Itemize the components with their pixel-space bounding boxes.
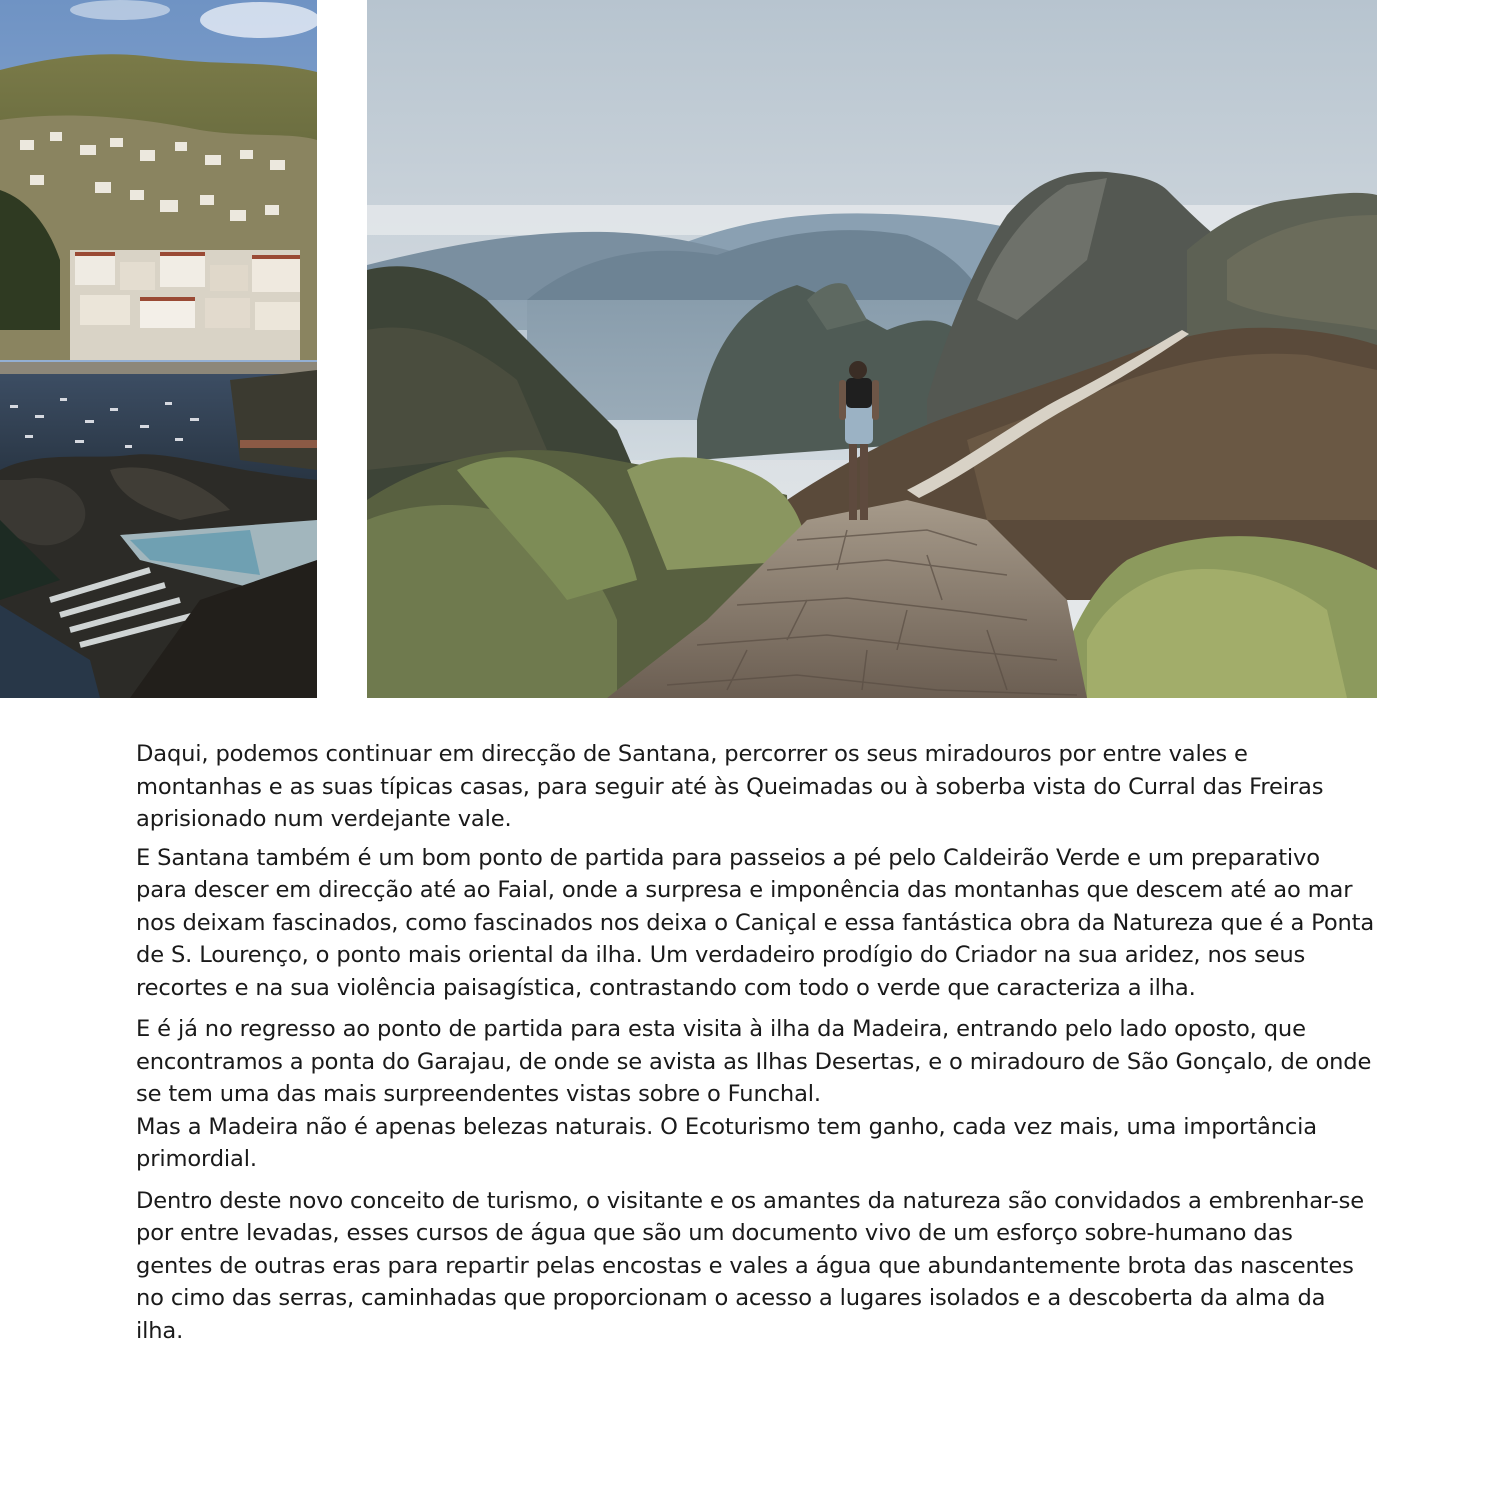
coastal-town-photo [0,0,317,698]
paragraph-levadas: Dentro deste novo conceito de turismo, o visitante e os amantes da natureza são convidados a embrenhar-se por entre levadas, esses cursos de água que são um documento vivo de um esforço sobre-humano das gentes de outras eras para repartir pelas encostas e vales a água que abundantemente brota das nascentes no cimo das serras, caminhadas que proporcionam o acesso a lugares isolados e a descoberta da alma da ilha. [136,1187,1364,1344]
paragraph-ecoturismo: Mas a Madeira não é apenas belezas naturais. O Ecoturismo tem ganho, cada vez mais, uma importância primordial. [136,1113,1317,1172]
article-text [136,738,1376,1347]
paragraph-garajau: E é já no regresso ao ponto de partida para esta visita à ilha da Madeira, entrando pelo lado oposto, que encontramos a ponta do Garajau, de onde se avista as Ilhas Desertas, e o miradouro de São Gonçalo, de onde se tem uma das mais surpreendentes vistas sobre o Funchal. [136,1016,1372,1107]
paragraph-santana: Daqui, podemos continuar em direcção de Santana, percorrer os seus miradouros por entre vales e montanhas e as suas típicas casas, para seguir até às Queimadas ou à soberba vista do Curral das Freiras aprisionado num verdejante vale. [136,741,1324,832]
paragraph-caldeirao: E Santana também é um bom ponto de partida para passeios a pé pelo Caldeirão Verde e um preparativo para descer em direcção até ao Faial, onde a surpresa e imponência das montanhas que descem até ao mar nos deixam fascinados, como fascinados nos deixa o Caniçal e essa fantástica obra da Natureza que é a Ponta de S. Lourenço, o ponto mais oriental da ilha. Um verdadeiro prodígio do Criador na sua aridez, nos seus recortes e na sua violência paisagística, contrastando com todo o verde que caracteriza a ilha. [136,844,1375,1001]
mountain-trail-photo [367,0,1377,698]
